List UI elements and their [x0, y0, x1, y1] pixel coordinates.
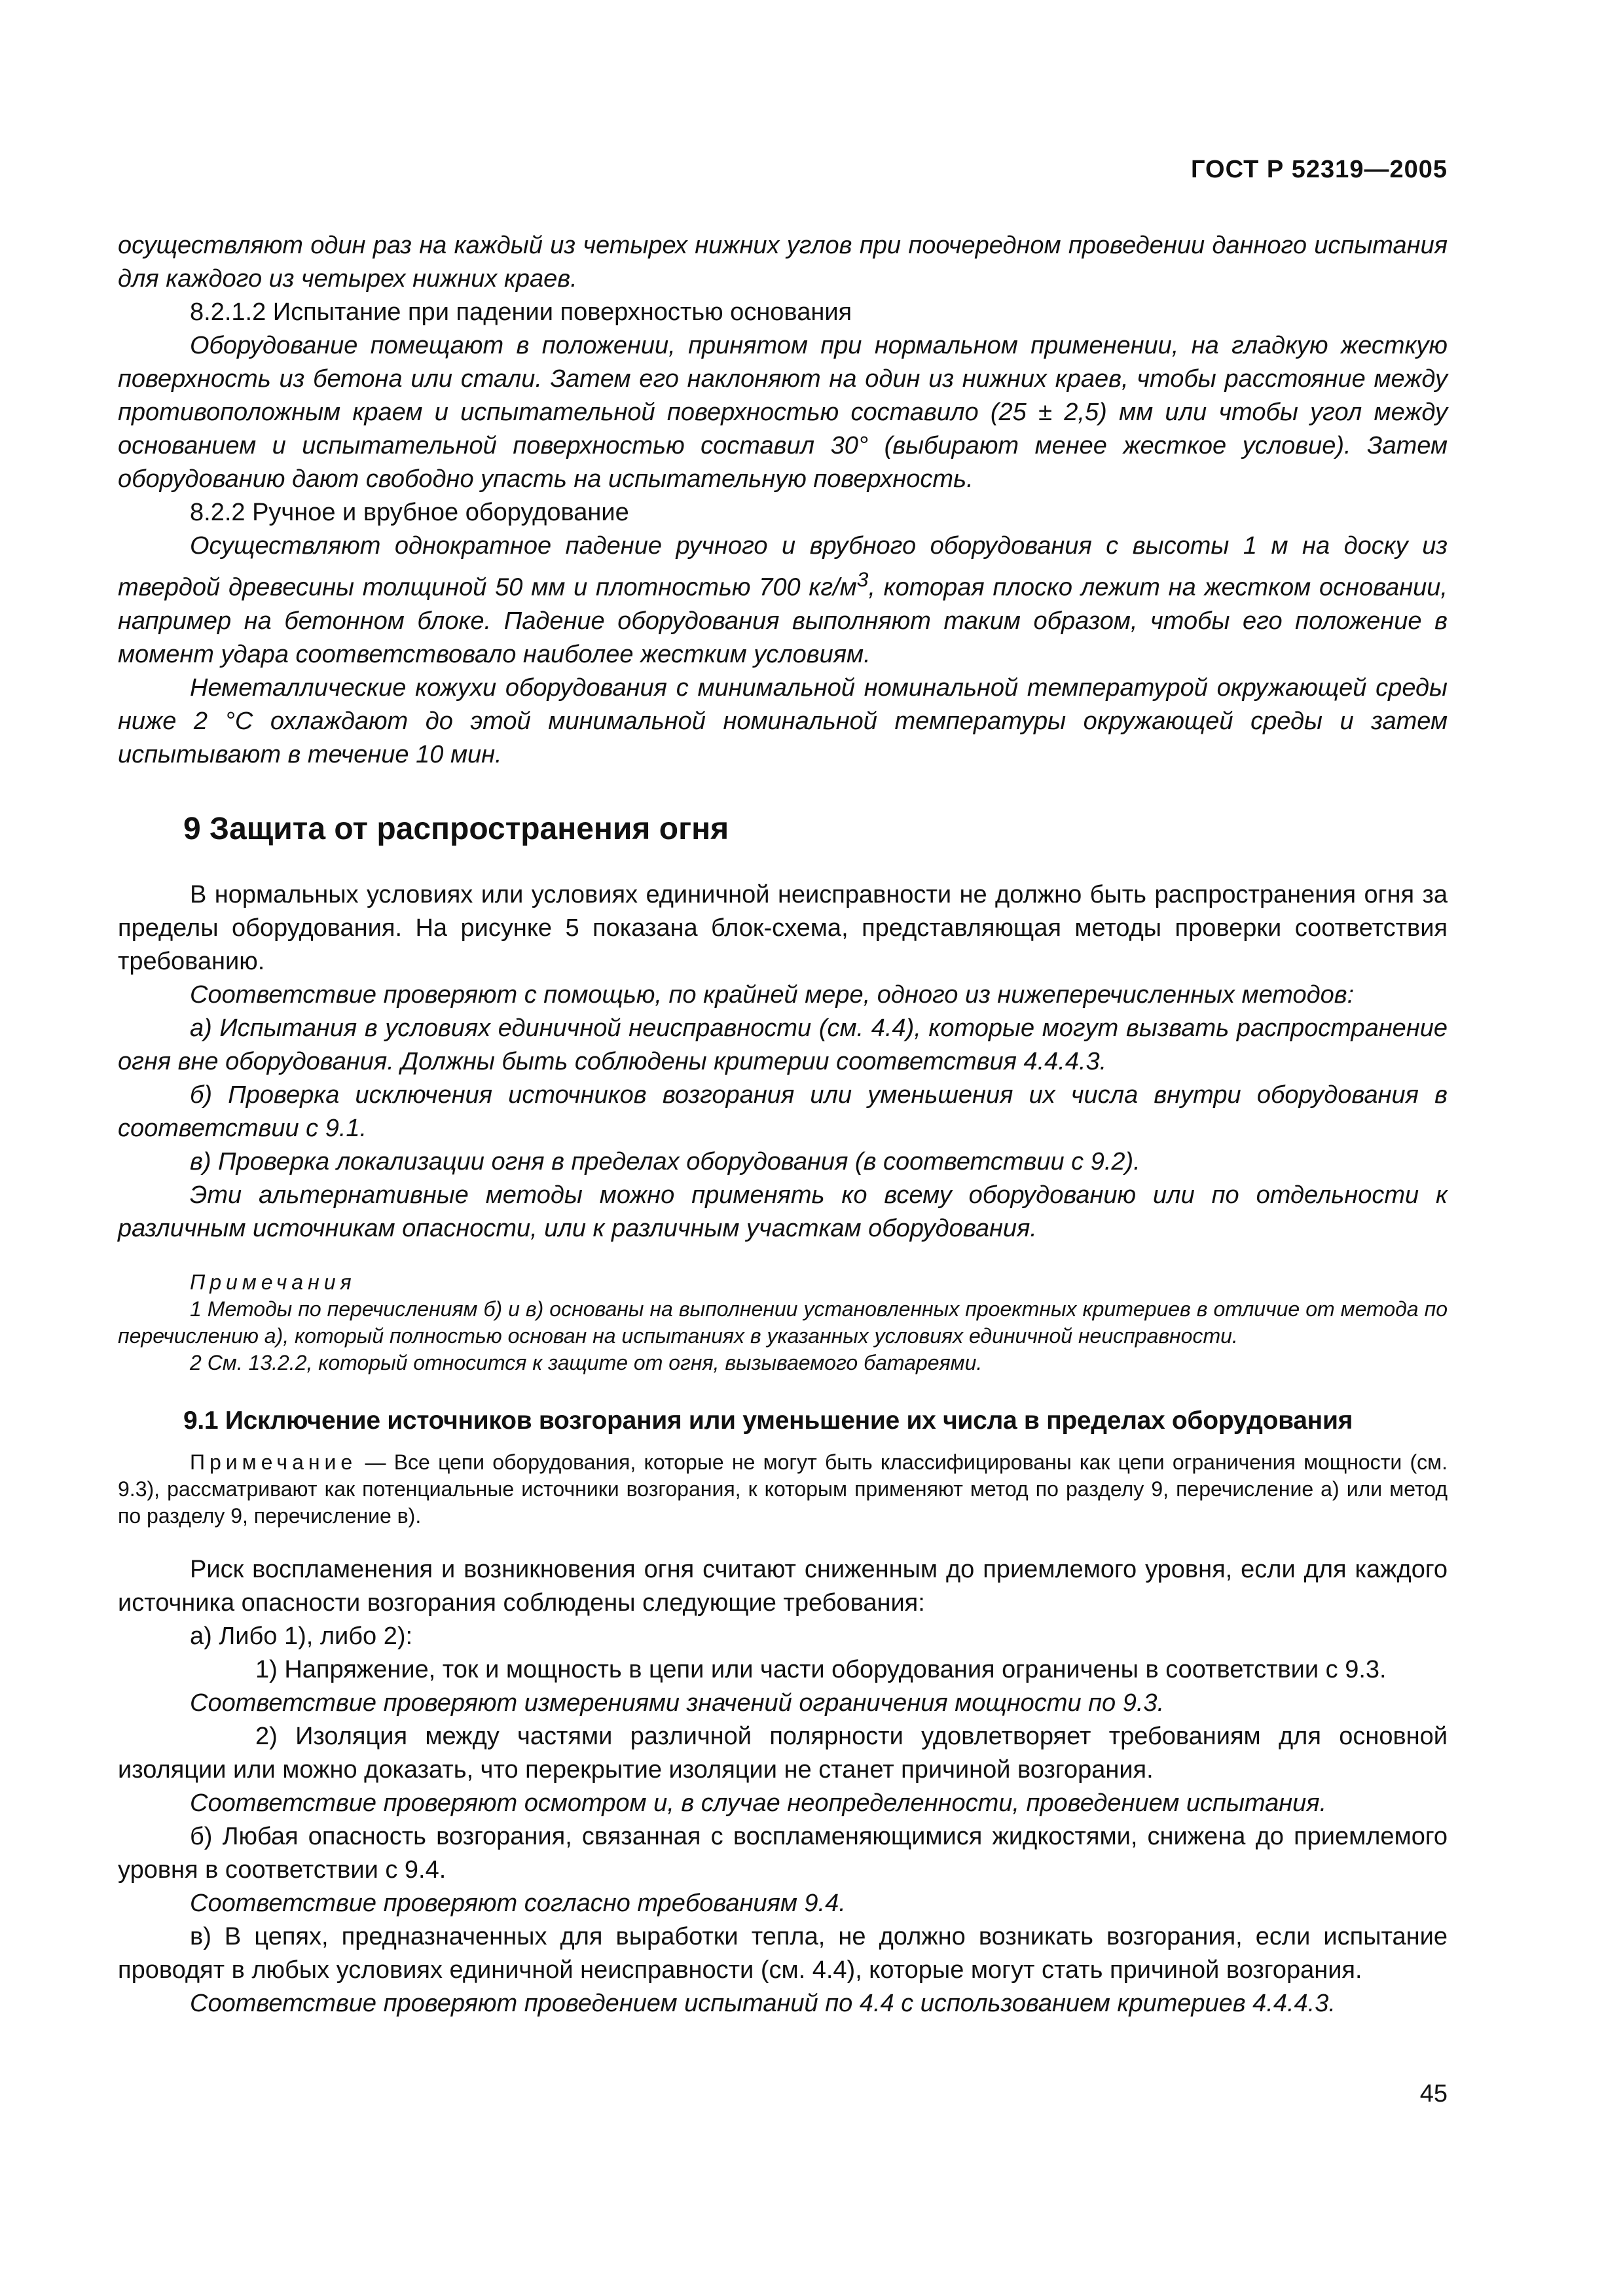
paragraph-part: , которая плоско лежит на жестком основании, например на бетонном блоке. Падение оборудования выполняют таким образом, чтобы его положение в момент удара соответствовало наиболее жестким условиям.: [118, 573, 1448, 668]
paragraph: Соответствие проверяют измерениями значений ограничения мощности по 9.3.: [190, 1689, 1165, 1717]
paragraph: Неметаллические кожухи оборудования с минимальной номинальной температурой окружающей среды ниже 2 °С охлаждают до этой минимальной номинальной температуры окружающей среды и затем испытывают в течение 10 мин.: [118, 673, 1448, 768]
paragraph: Соответствие проверяют осмотром и, в случае неопределенности, проведением испытания.: [190, 1789, 1327, 1817]
list-item: 1) Напряжение, ток и мощность в цепи или части оборудования ограничены в соответствии с 9.3.: [255, 1655, 1387, 1683]
clause-heading: 8.2.1.2 Испытание при падении поверхностью основания: [190, 298, 852, 326]
paragraph: осуществляют один раз на каждый из четырех нижних углов при поочередном проведении данного испытания для каждого из четырех нижних краев.: [118, 232, 1448, 293]
list-item: в) Проверка локализации огня в пределах оборудования (в соответствии с 9.2).: [190, 1147, 1140, 1175]
page-number: 45: [1419, 2080, 1448, 2108]
list-item: б) Проверка исключения источников возгорания или уменьшения их числа внутри оборудования в соответствии с 9.1.: [118, 1081, 1448, 1142]
list-item: в) В цепях, предназначенных для выработки тепла, не должно возникать возгорания, если испытание проводят в любых условиях единичной неисправности (см. 4.4), которые могут стать причиной возгорания.: [118, 1922, 1448, 1984]
notes-title: Примечания: [190, 1270, 356, 1294]
document-id: ГОСТ Р 52319—2005: [1191, 156, 1448, 183]
paragraph: Соответствие проверяют согласно требованиям 9.4.: [190, 1889, 846, 1917]
list-item: 2) Изоляция между частями различной полярности удовлетворяет требованиям для основной изоляции или можно доказать, что перекрытие изоляции не станет причиной возгорания.: [118, 1722, 1448, 1784]
list-item: а) Испытания в условиях единичной неисправности (см. 4.4), которые могут вызвать распространение огня вне оборудования. Должны быть соблюдены критерии соответствия 4.4.4.3.: [118, 1014, 1448, 1075]
paragraph: В нормальных условиях или условиях единичной неисправности не должно быть распространения огня за пределы оборудования. На рисунке 5 показана блок-схема, представляющая методы проверки соответствия требованию.: [118, 880, 1448, 975]
superscript: 3: [856, 567, 869, 591]
page-body: [118, 229, 1448, 2020]
list-item: а) Либо 1), либо 2):: [190, 1622, 413, 1650]
note-text: — Все цепи оборудования, которые не могут быть классифицированы как цепи ограничения мощности (см. 9.3), рассматривают как потенциальные источники возгорания, к которым применяют метод по разделу 9, перечисление а) или метод по разделу 9, перечисление в).: [118, 1450, 1448, 1528]
note-label: Примечание: [190, 1450, 357, 1474]
note-item: 1 Методы по перечислениям б) и в) основаны на выполнении установленных проектных критериев в отличие от метода по перечислению а), который полностью основан на испытаниях в указанных условиях единичной неисправности.: [118, 1297, 1448, 1348]
notes-block: [118, 1269, 1448, 1376]
paragraph: Риск воспламенения и возникновения огня считают сниженным до приемлемого уровня, если для каждого источника опасности возгорания соблюдены следующие требования:: [118, 1555, 1448, 1617]
paragraph: Соответствие проверяют проведением испытаний по 4.4 с использованием критериев 4.4.4.3.: [190, 1989, 1336, 2017]
note-item: 2 См. 13.2.2, который относится к защите от огня, вызываемого батареями.: [190, 1350, 983, 1374]
note: [118, 1449, 1448, 1530]
paragraph: Соответствие проверяют с помощью, по крайней мере, одного из нижеперечисленных методов:: [190, 980, 1355, 1009]
clause-heading: 8.2.2 Ручное и врубное оборудование: [190, 499, 629, 526]
paragraph: Эти альтернативные методы можно применять ко всему оборудованию или по отдельности к различным источникам опасности, или к различным участкам оборудования.: [118, 1181, 1448, 1242]
section-heading-9: 9 Защита от распространения огня: [183, 811, 729, 846]
paragraph: [118, 529, 1448, 672]
paragraph-part: Осуществляют однократное падение ручного и врубного оборудования с высоты 1 м на доску из твердой древесины толщиной 50 мм и плотностью 700 кг/м: [118, 532, 1448, 601]
list-item: б) Любая опасность возгорания, связанная с воспламеняющимися жидкостями, снижена до приемлемого уровня в соответствии с 9.4.: [118, 1822, 1448, 1884]
section-heading-9-1: 9.1 Исключение источников возгорания или уменьшение их числа в пределах оборудования: [183, 1406, 1353, 1435]
paragraph: Оборудование помещают в положении, принятом при нормальном применении, на гладкую жесткую поверхность из бетона или стали. Затем его наклоняют на один из нижних краев, чтобы расстояние между противоположным краем и испытательной поверхностью составило (25 ± 2,5) мм или чтобы угол между основанием и испытательной поверхностью составил 30° (выбирают менее жесткое условие). Затем оборудованию дают свободно упасть на испытательную поверхность.: [118, 332, 1448, 493]
